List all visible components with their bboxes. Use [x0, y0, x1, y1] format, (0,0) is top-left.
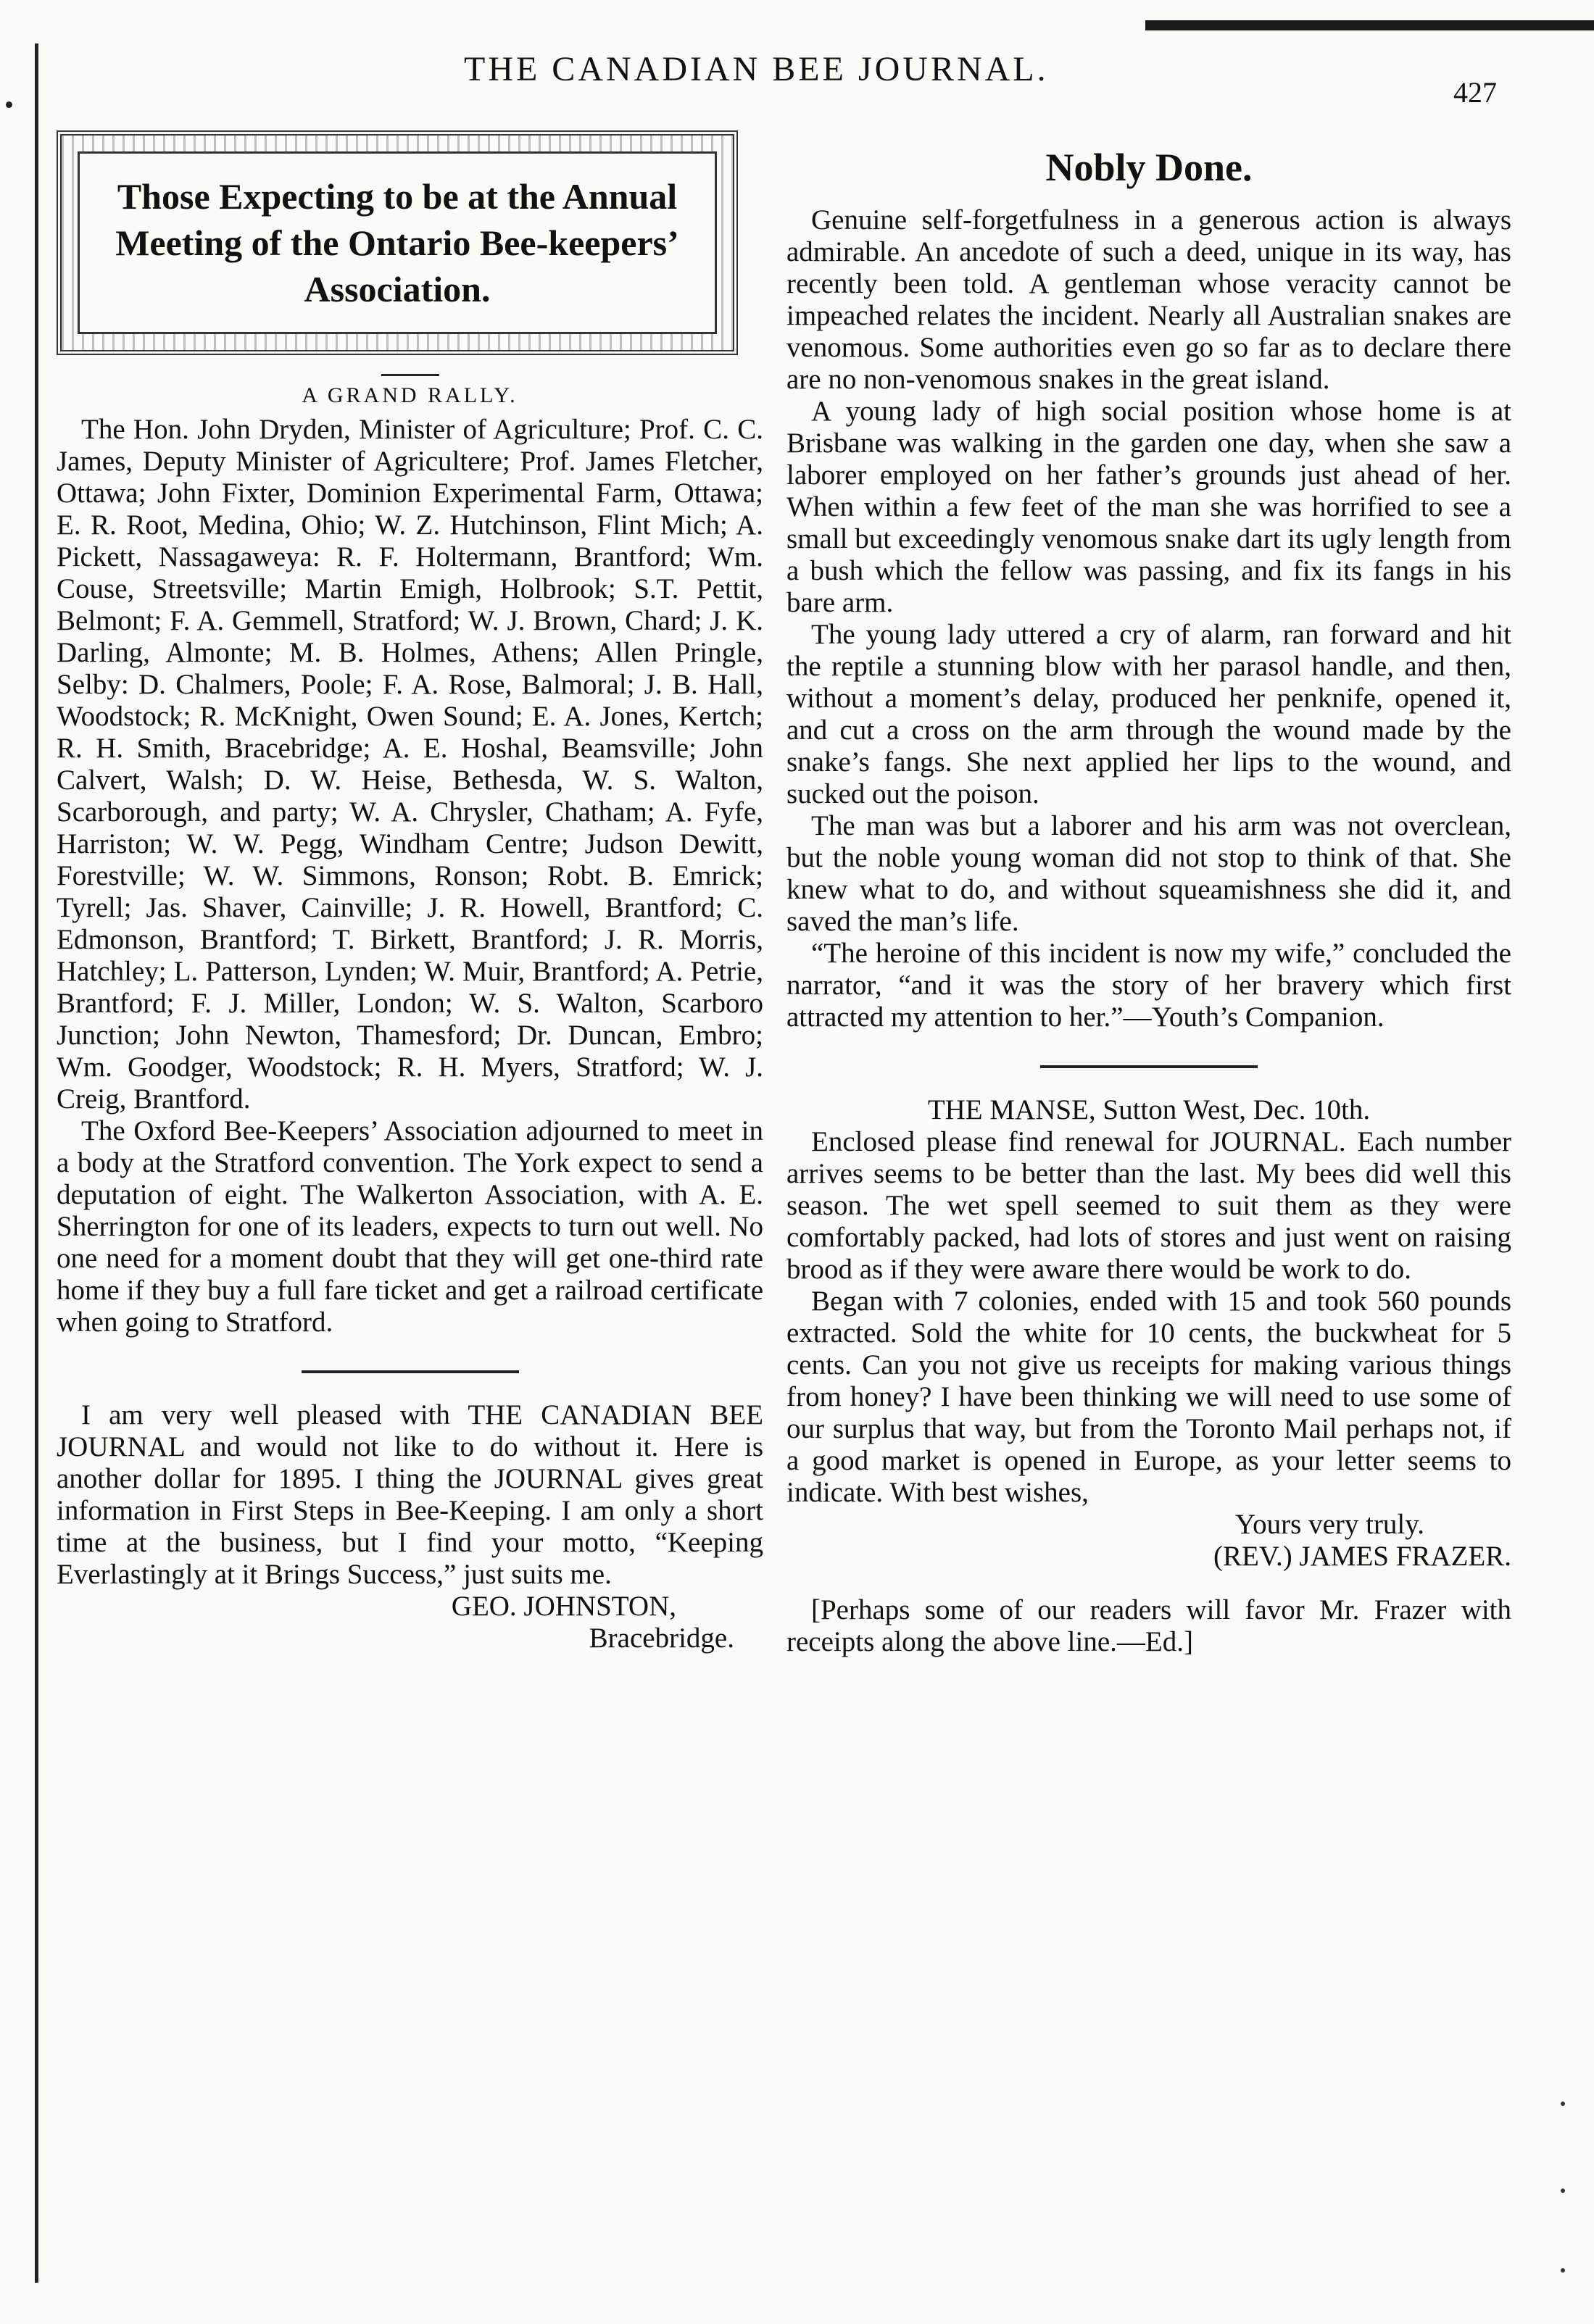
letter-closing: Yours very truly.	[1234, 1509, 1424, 1540]
article-paragraph: The young lady uttered a cry of alarm, ran forward and hit the reptile a stunning blow with her parasol handle, and then, without a moment’s delay, produced her penknife, opened it, and cut a cross on the arm through the wound made by the snake’s fangs. She next applied her lips to the wound, and sucked out the poison.	[786, 619, 1511, 809]
notice-inner	[78, 151, 717, 334]
margin-dot	[1561, 2188, 1565, 2193]
section-divider	[381, 374, 439, 376]
letter-signature-name: GEO. JOHNSTON,	[451, 1591, 676, 1622]
page-header	[0, 43, 1594, 109]
margin-mark	[6, 101, 12, 108]
notice-title: Those Expecting to be at the Annual Meeting of the Ontario Bee-keepers’ Association.	[115, 176, 679, 309]
page-number: 427	[1453, 76, 1497, 109]
notice-box	[57, 130, 738, 355]
right-column	[786, 145, 1511, 1658]
article-paragraph: Genuine self-forgetfulness in a generous action is always admirable. An ancedote of such a deed, unique in its way, has recently been told. A gentleman whose veracity cannot be impeached relates the incident. Nearly all Australian snakes are venomous. Some authorities even go so far as to declare there are no non-venomous snakes in the great island.	[786, 204, 1511, 395]
article-paragraph: “The heroine of this incident is now my wife,” concluded the narrator, “and it was the story of her bravery which first attracted my attention to her.”—Youth’s Companion.	[786, 938, 1511, 1033]
article-paragraph: A young lady of high social position whose home is at Brisbane was walking in the garden one day, when she saw a laborer employed on her father’s grounds just ahead of her. When within a few feet of the man she was horrified to see a small but exceedingly venomous snake dart its ugly length from a bush which the fellow was passing, and fix its fangs in his bare arm.	[786, 396, 1511, 618]
editor-note: [Perhaps some of our readers will favor Mr. Frazer with receipts along the above line.—Ed.]	[786, 1594, 1511, 1657]
article-heading: Nobly Done.	[1045, 146, 1253, 189]
section-divider	[302, 1370, 519, 1373]
top-rule	[1145, 20, 1594, 30]
attendee-list: The Hon. John Dryden, Minister of Agriculture; Prof. C. C. James, Deputy Minister of Agricultere; Prof. James Fletcher, Ottawa; John Fixter, Dominion Experimental Farm, Ottawa; E. R. Root, Medina, Ohio; W. Z. Hutchinson, Flint Mich; A. Pickett, Nassagaweya: R. F. Holtermann, Brantford; Wm. Couse, Streetsville; Martin Emigh, Holbrook; S.T. Pettit, Belmont; F. A. Gemmell, Stratford; W. J. Brown, Chard; J. K. Darling, Almonte; M. B. Holmes, Athens; Allen Pringle, Selby: D. Chalmers, Poole; F. A. Rose, Balmoral; J. B. Hall, Woodstock; R. McKnight, Owen Sound; E. A. Jones, Kertch; R. H. Smith, Bracebridge; A. E. Hoshal, Beamsville; John Calvert, Walsh; D. W. Heise, Bethesda, W. S. Walton, Scarborough, and party; W. A. Chrysler, Chatham; A. Fyfe, Harriston; W. W. Pegg, Windham Centre; Judson Dewitt, Forestville; W. W. Simmons, Ronson; Robt. B. Emrick; Tyrell; Jas. Shaver, Cainville; J. R. Howell, Brantford; C. Edmonson, Brantford; T. Birkett, Brantford; J. R. Morris, Hatchley; L. Patterson, Lynden; W. Muir, Brantford; A. Petrie, Brantford; F. J. Miller, London; W. S. Walton, Scarboro Junction; John Newton, Thamesford; Dr. Duncan, Embro; Wm. Goodger, Woodstock; R. H. Myers, Stratford; W. J. Creig, Brantford.	[57, 414, 763, 1115]
reader-letter: I am very well pleased with THE CANADIAN BEE JOURNAL and would not like to do without it. Here is another dollar for 1895. I thing the JOURNAL gives great information in First Steps in Bee-Keeping. I am only a short time at the business, but I find your motto, “Keeping Everlastingly at it Brings Success,” just suits me.	[57, 1399, 763, 1590]
manse-dateline: THE MANSE, Sutton West, Dec. 10th.	[927, 1094, 1371, 1125]
letter-signature-place: Bracebridge.	[589, 1623, 734, 1654]
margin-dot	[1561, 2268, 1565, 2273]
margin-dot	[1561, 2102, 1565, 2106]
manse-letter-paragraph: Enclosed please find renewal for JOURNAL. Each number arrives seems to be better than the last. My bees did well this season. The wet spell seemed to suit them as they were comfortably packed, had lots of stores and just went on raising brood as if they were aware there would be work to do.	[786, 1126, 1511, 1285]
margin-rule	[35, 43, 38, 2283]
associations-paragraph: The Oxford Bee-Keepers’ Association adjourned to meet in a body at the Stratford convention. The York expect to send a deputation of eight. The Walkerton Association, with A. E. Sherrington for one of its leaders, expects to turn out well. No one need for a moment doubt that they will get one-third rate home if they buy a full fare ticket and get a railroad certificate when going to Stratford.	[57, 1115, 763, 1338]
section-divider	[1040, 1065, 1258, 1068]
journal-title: THE CANADIAN BEE JOURNAL.	[464, 50, 1049, 88]
subheading: A GRAND RALLY.	[302, 383, 518, 407]
manse-letter-paragraph: Began with 7 colonies, ended with 15 and took 560 pounds extracted. Sold the white for 10 cents, the buckwheat for 5 cents. Can you not give us receipts for making various things from honey? I have been thinking we will need to use some of our surplus that way, but from the Toronto Mail perhaps not, if a good market is opened in Europe, as your letter seems to indicate. With best wishes,	[786, 1286, 1511, 1508]
letter-signature: (REV.) JAMES FRAZER.	[1213, 1541, 1511, 1572]
left-column	[57, 130, 763, 1654]
article-paragraph: The man was but a laborer and his arm was not overclean, but the noble young woman did not stop to think of that. She knew what to do, and without squeamishness she did it, and saved the man’s life.	[786, 810, 1511, 937]
